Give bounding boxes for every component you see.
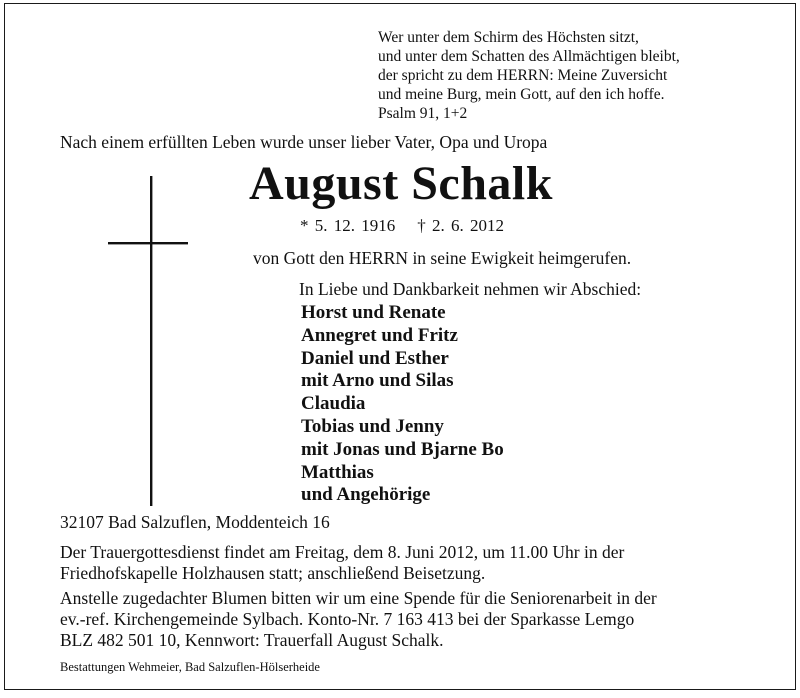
mourners-list bbox=[301, 302, 504, 507]
donation-line: BLZ 482 501 10, Kennwort: Trauerfall August Schalk. bbox=[60, 630, 444, 650]
psalm-line: und meine Burg, mein Gott, auf den ich hoffe. bbox=[378, 86, 665, 103]
service-line: Der Trauergottesdienst findet am Freitag, dem 8. Juni 2012, um 11.00 Uhr in der bbox=[60, 542, 625, 562]
mourner-item: Claudia bbox=[301, 393, 366, 415]
donation-line: ev.-ref. Kirchengemeinde Sylbach. Konto-Nr. 7 163 413 bei der Sparkasse Lemgo bbox=[60, 609, 635, 629]
donation-line: Anstelle zugedachter Blumen bitten wir um eine Spende für die Seniorenarbeit in der bbox=[60, 588, 657, 608]
intro-text: Nach einem erfüllten Leben wurde unser lieber Vater, Opa und Uropa bbox=[60, 132, 548, 152]
mourner-item: Daniel und Esther bbox=[301, 347, 449, 369]
mourner-item: Annegret und Fritz bbox=[301, 324, 458, 346]
psalm-line: der spricht zu dem HERRN: Meine Zuversicht bbox=[378, 67, 668, 84]
donation-info bbox=[60, 588, 657, 651]
psalm-quote bbox=[378, 28, 680, 123]
service-line: Friedhofskapelle Holzhausen statt; anschließend Beisetzung. bbox=[60, 563, 486, 583]
address: 32107 Bad Salzuflen, Moddenteich 16 bbox=[60, 512, 330, 532]
death-notice bbox=[4, 3, 796, 690]
heimgang-text: von Gott den HERRN in seine Ewigkeit heimgerufen. bbox=[253, 248, 632, 268]
undertaker-credit: Bestattungen Wehmeier, Bad Salzuflen-Hölserheide bbox=[60, 660, 320, 674]
mourner-item: mit Arno und Silas bbox=[301, 370, 454, 392]
latin-cross-icon bbox=[108, 176, 188, 506]
mourner-item: mit Jonas und Bjarne Bo bbox=[301, 438, 504, 460]
birth-date: * 5. 12. 1916 bbox=[300, 216, 396, 235]
psalm-line: und unter dem Schatten des Allmächtigen bleibt, bbox=[378, 48, 680, 65]
farewell-text: In Liebe und Dankbarkeit nehmen wir Abschied: bbox=[299, 279, 642, 299]
service-info bbox=[60, 542, 624, 584]
mourner-item: Matthias bbox=[301, 461, 374, 483]
mourner-item: und Angehörige bbox=[301, 484, 431, 506]
mourner-item: Horst und Renate bbox=[301, 302, 446, 323]
deceased-name: August Schalk bbox=[249, 157, 553, 210]
psalm-reference: Psalm 91, 1+2 bbox=[378, 105, 468, 122]
psalm-line: Wer unter dem Schirm des Höchsten sitzt, bbox=[378, 29, 639, 46]
death-date: † 2. 6. 2012 bbox=[417, 216, 504, 235]
mourner-item: Tobias und Jenny bbox=[301, 415, 444, 437]
life-dates bbox=[300, 216, 504, 236]
